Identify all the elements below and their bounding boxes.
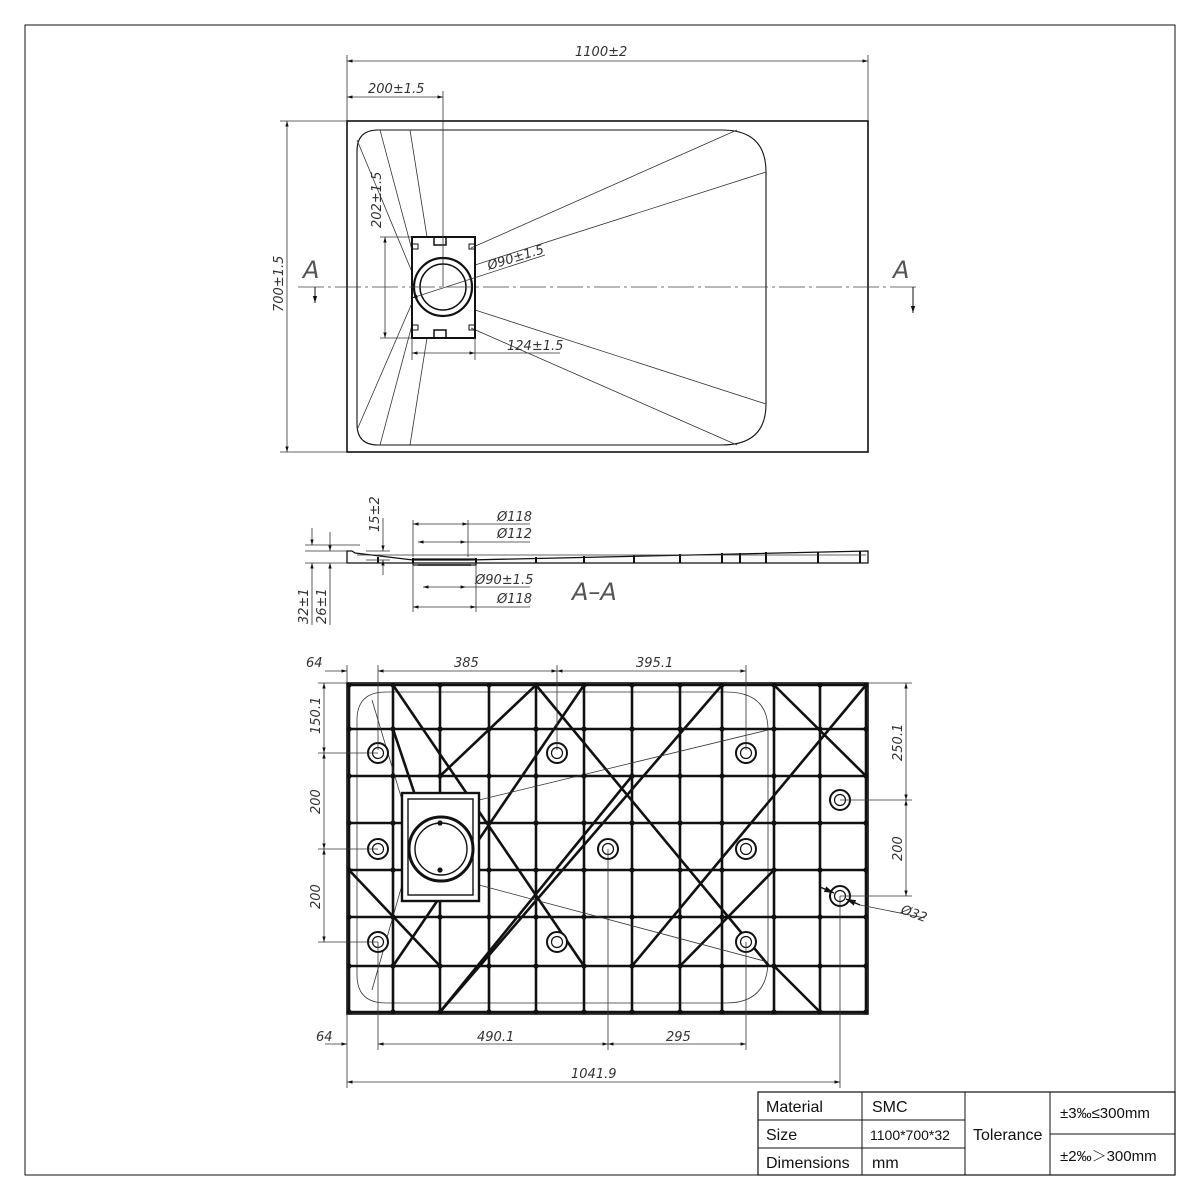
rib-node xyxy=(437,820,442,825)
rib-node xyxy=(486,914,491,919)
dim-d3: Ø90±1.5 xyxy=(475,573,534,588)
rib-node xyxy=(486,963,491,968)
rib-node xyxy=(719,914,724,919)
rib-node xyxy=(390,1009,395,1014)
section-marker-left: A xyxy=(303,256,320,284)
rib-node xyxy=(677,820,682,825)
rib-node xyxy=(533,963,538,968)
rib-node xyxy=(771,773,776,778)
rib-node xyxy=(581,867,586,872)
tray-outline-top xyxy=(347,121,868,452)
rib-node xyxy=(581,773,586,778)
rib-node xyxy=(390,682,395,687)
bottom-view xyxy=(306,656,929,1088)
rib-node xyxy=(629,963,634,968)
rib-node xyxy=(863,726,868,731)
dim-span-c: 490.1 xyxy=(477,1030,515,1045)
rib-node xyxy=(533,820,538,825)
rib-node xyxy=(677,867,682,872)
dim-overall-height: 700±1.5 xyxy=(272,255,287,312)
rib-node xyxy=(817,773,822,778)
rib-node xyxy=(863,914,868,919)
rib-node xyxy=(677,682,682,687)
rib-node xyxy=(771,867,776,872)
rib-node xyxy=(486,867,491,872)
rib-node xyxy=(719,963,724,968)
rib-node xyxy=(437,963,442,968)
rib-node xyxy=(629,820,634,825)
rib-node xyxy=(581,820,586,825)
rib-node xyxy=(533,1009,538,1014)
rib-node xyxy=(629,682,634,687)
rib-node xyxy=(817,726,822,731)
dim-d4: Ø118 xyxy=(497,592,533,607)
rib-node xyxy=(346,963,351,968)
rib-node xyxy=(581,682,586,687)
dim-d2: Ø112 xyxy=(497,527,533,542)
rib-node xyxy=(677,773,682,778)
guide-line xyxy=(479,885,768,962)
dim-drain-box-height: 202±1.5 xyxy=(370,171,385,228)
rib-node xyxy=(677,726,682,731)
rib-node xyxy=(533,773,538,778)
rib-node xyxy=(346,867,351,872)
dim-v3: 200 xyxy=(309,884,324,909)
dim-overall-bottom: 1041.9 xyxy=(571,1067,617,1082)
dimensions-label: Dimensions xyxy=(766,1155,850,1172)
rib-node xyxy=(817,963,822,968)
dimensions-value: mm xyxy=(872,1155,899,1172)
top-view xyxy=(272,45,920,452)
rib-node xyxy=(581,963,586,968)
rib-node xyxy=(719,867,724,872)
dim-span-a: 385 xyxy=(454,656,479,671)
size-label: Size xyxy=(766,1127,798,1144)
rib-node xyxy=(863,773,868,778)
material-value: SMC xyxy=(872,1099,908,1116)
dim-span-b: 395.1 xyxy=(636,656,674,671)
rib-node xyxy=(533,726,538,731)
foot-hole xyxy=(736,839,756,859)
section-label: A–A xyxy=(572,578,617,606)
tolerance-small: ±3‰≤300mm xyxy=(1060,1105,1150,1122)
rib-node xyxy=(390,963,395,968)
rib-diagonal xyxy=(536,685,769,966)
rib-node xyxy=(629,773,634,778)
rib-node xyxy=(677,963,682,968)
rib-node xyxy=(817,682,822,687)
rib-node xyxy=(533,914,538,919)
rib-node xyxy=(437,726,442,731)
dim-thickness-total: 32±1 xyxy=(297,588,312,624)
rib-diagonal xyxy=(774,966,820,1012)
size-value: 1100*700*32 xyxy=(870,1127,950,1143)
section-marker-right: A xyxy=(893,256,910,284)
rib-node xyxy=(486,1009,491,1014)
rib-node xyxy=(581,1009,586,1014)
tray-basin-top xyxy=(357,130,766,445)
dim-v2: 200 xyxy=(309,789,324,814)
tolerance-label: Tolerance xyxy=(973,1127,1043,1144)
dim-span-d: 295 xyxy=(666,1030,691,1045)
rib-node xyxy=(390,726,395,731)
section-profile xyxy=(347,551,868,563)
rib-node xyxy=(629,867,634,872)
rib-node xyxy=(390,914,395,919)
dim-left-edge-bottom: 64 xyxy=(316,1030,333,1045)
rib-node xyxy=(533,867,538,872)
rib-node xyxy=(863,820,868,825)
rib-node xyxy=(817,1009,822,1014)
dim-drain-box-width: 124±1.5 xyxy=(507,339,564,354)
rib-node xyxy=(863,682,868,687)
rib-node xyxy=(390,820,395,825)
dim-overall-width: 1100±2 xyxy=(575,45,628,60)
dim-v1: 150.1 xyxy=(309,696,324,734)
rib-node xyxy=(346,726,351,731)
dim-foot-hole: Ø32 xyxy=(898,902,929,926)
rib-node xyxy=(771,1009,776,1014)
rib-node xyxy=(390,867,395,872)
rib-node xyxy=(533,682,538,687)
rib-node xyxy=(486,773,491,778)
rib-node xyxy=(719,1009,724,1014)
dim-drain-offset: 200±1.5 xyxy=(368,82,425,97)
dim-thickness-body: 26±1 xyxy=(315,588,330,624)
rib-node xyxy=(863,963,868,968)
rib-node xyxy=(817,867,822,872)
rib-node xyxy=(437,682,442,687)
rib-node xyxy=(346,914,351,919)
rib-node xyxy=(437,914,442,919)
tolerance-large: ±2‰＞300mm xyxy=(1060,1148,1157,1165)
rib-node xyxy=(817,820,822,825)
rib-node xyxy=(719,682,724,687)
rib-node xyxy=(677,914,682,919)
rib-node xyxy=(719,773,724,778)
rib-node xyxy=(437,867,442,872)
section-view xyxy=(297,496,868,625)
rib-node xyxy=(771,820,776,825)
title-block xyxy=(758,1092,1175,1175)
rib-node xyxy=(863,867,868,872)
rib-node xyxy=(629,1009,634,1014)
dim-left-edge-top: 64 xyxy=(306,656,323,671)
rib-node xyxy=(677,1009,682,1014)
rib-node xyxy=(486,726,491,731)
dim-d1: Ø118 xyxy=(497,510,533,525)
rib-node xyxy=(486,820,491,825)
rib-node xyxy=(437,773,442,778)
dim-drain-hole: Ø90±1.5 xyxy=(485,242,546,274)
slope-lines xyxy=(357,130,766,445)
dim-right-v1: 250.1 xyxy=(891,723,906,761)
rib-node xyxy=(437,1009,442,1014)
rib-node xyxy=(771,963,776,968)
rib-node xyxy=(719,820,724,825)
foot-hole xyxy=(547,932,567,952)
rib-node xyxy=(581,726,586,731)
rib-node xyxy=(346,820,351,825)
rib-node xyxy=(719,726,724,731)
rib-node xyxy=(346,682,351,687)
rib-node xyxy=(346,773,351,778)
rib-node xyxy=(863,1009,868,1014)
material-label: Material xyxy=(766,1099,823,1116)
rib-node xyxy=(771,726,776,731)
rib-node xyxy=(390,773,395,778)
rib-node xyxy=(771,914,776,919)
rib-node xyxy=(629,726,634,731)
rib-node xyxy=(486,682,491,687)
rib-node xyxy=(581,914,586,919)
rib-node xyxy=(629,914,634,919)
rib-node xyxy=(817,914,822,919)
dim-lip: 15±2 xyxy=(368,496,383,532)
rib-node xyxy=(346,1009,351,1014)
dim-right-v2: 200 xyxy=(891,836,906,861)
rib-diagonal xyxy=(632,685,866,966)
rib-node xyxy=(771,682,776,687)
